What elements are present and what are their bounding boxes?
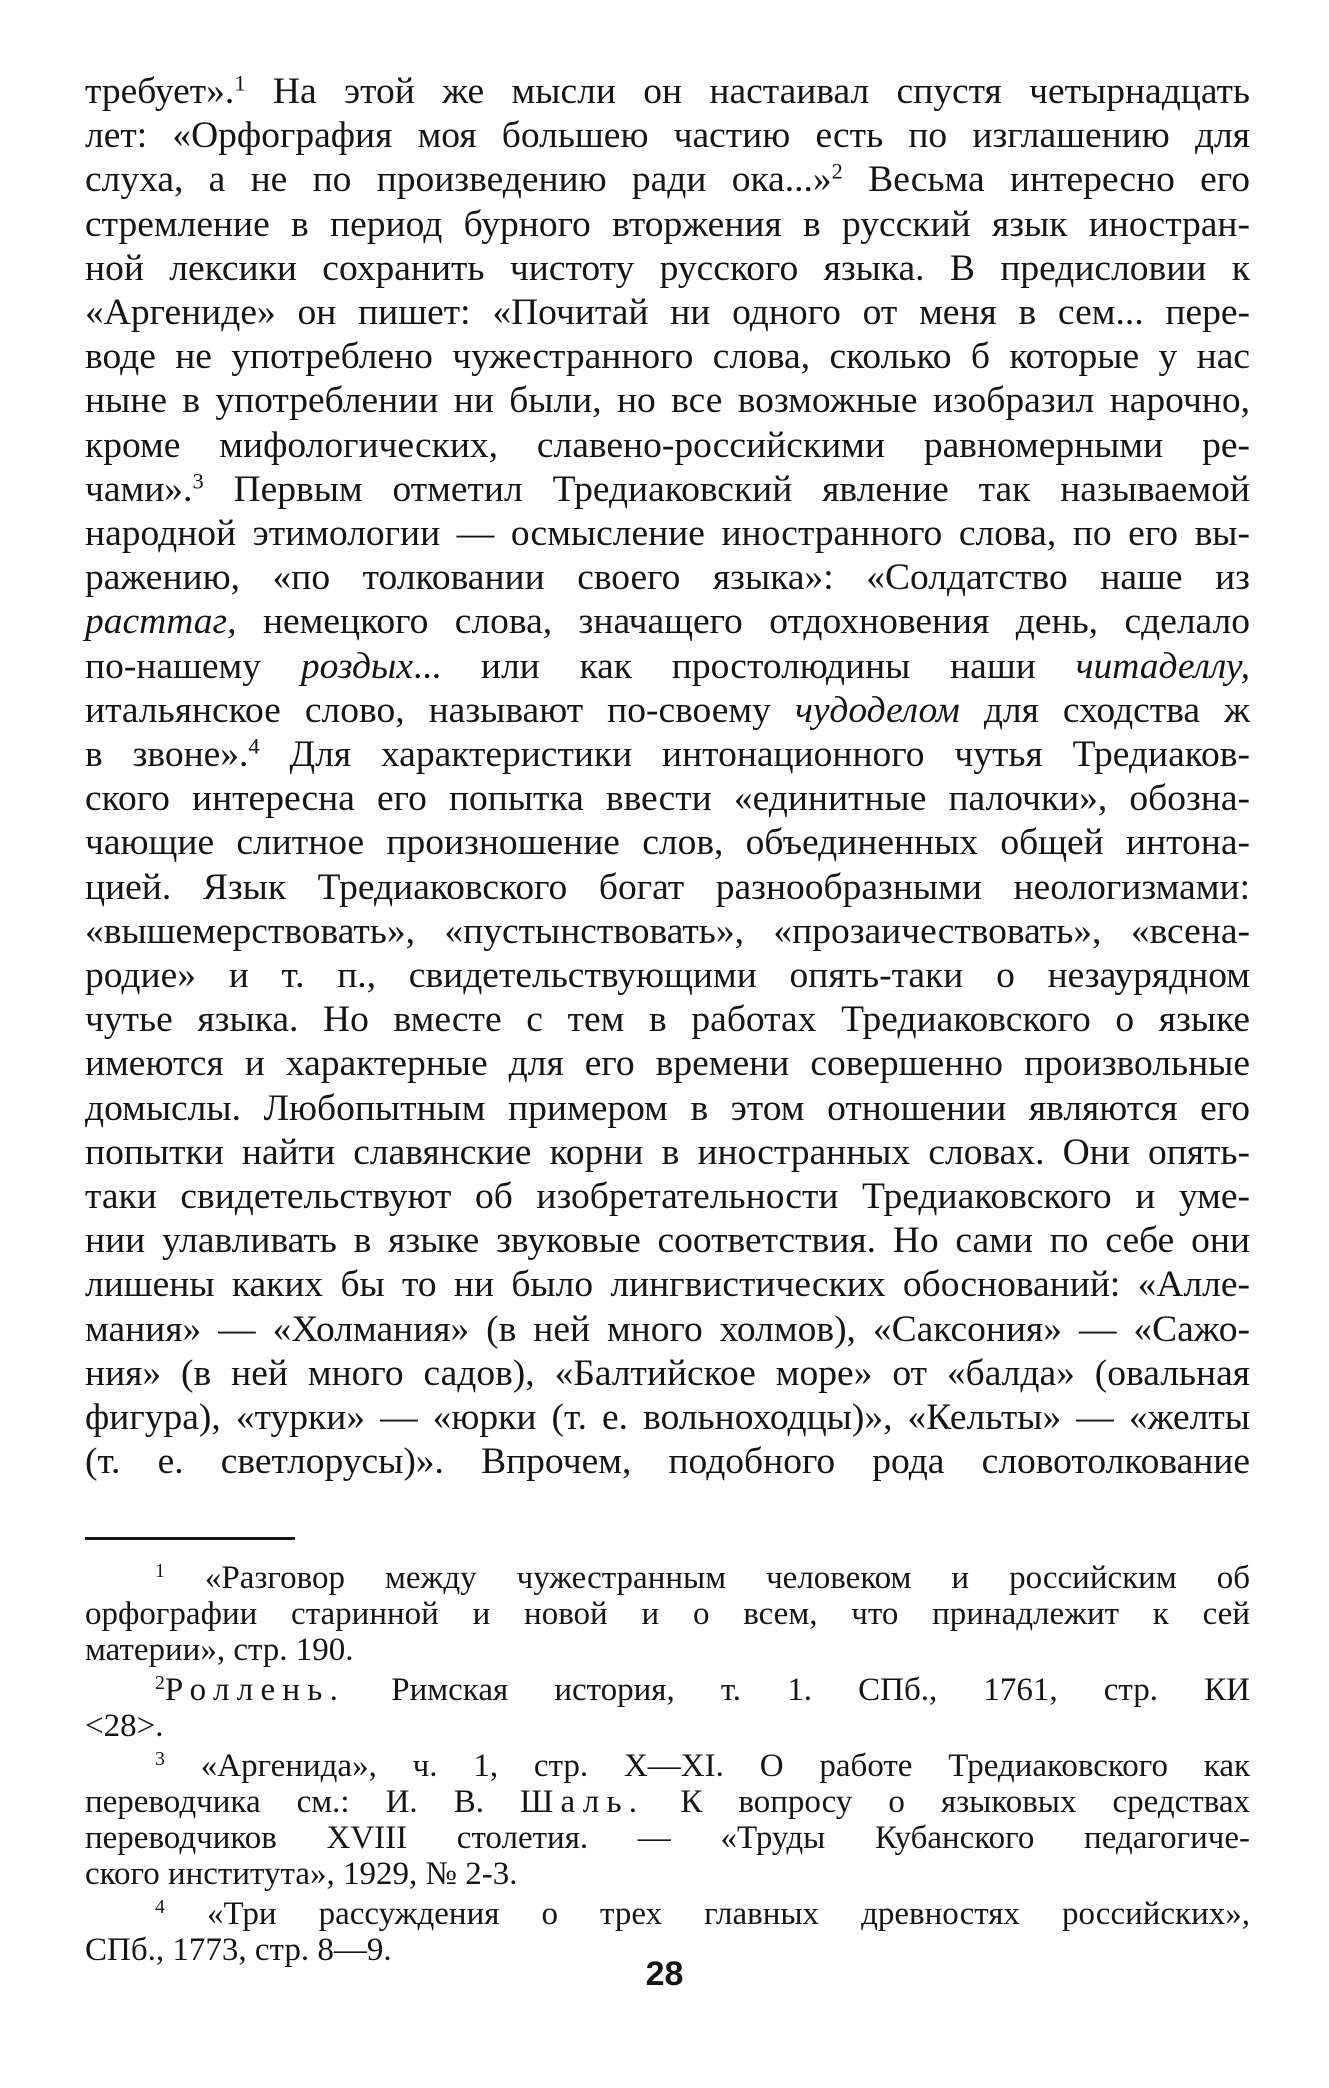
italic-term: расттаг,	[85, 601, 237, 643]
footnote-2	[85, 1672, 1250, 1744]
text-line: стремление в период бурного вторжения в русский язык иностран-	[85, 203, 1250, 245]
main-text	[85, 70, 1250, 1485]
text-line: кроме мифологических, славено-российскими равномерными ре-	[85, 424, 1250, 466]
text-line: чами».$^3$ Первым отметил Тредиаковский явление так называемой	[85, 468, 1250, 510]
text-line: таки свидетельствуют об изобретательности Тредиаковского и уме-	[85, 1176, 1250, 1218]
text-line: итальянское слово, называют по-своему чудоделом для сходства ж	[85, 689, 1251, 731]
author-name: Шаль.	[519, 1784, 645, 1820]
text-line: по-нашему роздых... или как простолюдины наши читаделлу,	[85, 645, 1250, 687]
footnote-line: <28>.	[85, 1708, 164, 1744]
footnote-number: 2	[155, 1672, 165, 1695]
text-line: (т. е. светлорусы)». Впрочем, подобного рода словотолкование	[85, 1441, 1250, 1483]
footnote-line: $^1$ «Разговор между чужестранным человеком и российским об	[155, 1560, 1251, 1596]
text-line: «Аргениде» он пишет: «Почитай ни одного от меня в сем... пере-	[85, 292, 1250, 334]
text-line: народной этимологии — осмысление иностранного слова, по его вы-	[85, 513, 1250, 555]
footnote-line: переводчика см.: И. В. Шаль. К вопросу о языковых средствах	[85, 1784, 1250, 1820]
footnote-number: 3	[155, 1748, 165, 1771]
text-line: домыслы. Любопытным примером в этом отношении являются его	[85, 1087, 1250, 1129]
text-line: лишены каких бы то ни было лингвистических обоснований: «Алле-	[85, 1264, 1250, 1306]
text-line: родие» и т. п., свидетельствующими опять-таки о незаурядном	[85, 955, 1250, 997]
text-line: нии улавливать в языке звуковые соответствия. Но сами по себе они	[85, 1220, 1250, 1262]
footnote-1	[85, 1560, 1250, 1668]
footnote-number: 4	[155, 1896, 165, 1919]
footnote-line: ского института», 1929, № 2-3.	[85, 1856, 518, 1892]
footnote-line: $^4$ «Три рассуждения о трех главных древностях российских»,	[155, 1896, 1251, 1932]
text-line: воде не употреблено чужестранного слова, сколько б которые у нас	[85, 336, 1250, 378]
footnotes	[85, 1560, 1250, 1972]
text-line: ныне в употреблении ни были, но все возможные изобразил нарочно,	[85, 380, 1250, 422]
text-line: фигура), «турки» — «юрки (т. е. вольноходцы)», «Кельты» — «желты	[85, 1397, 1250, 1439]
footnote-line: СПб., 1773, стр. 8—9.	[85, 1932, 392, 1968]
text-line: ной лексики сохранить чистоту русского языка. В предисловии к	[85, 247, 1250, 289]
text-line: цией. Язык Тредиаковского богат разнообразными неологизмами:	[85, 866, 1250, 908]
text-line: попытки найти славянские корни в иностранных словах. Они опять-	[85, 1131, 1250, 1173]
footnote-number: 1	[155, 1560, 165, 1583]
author-name: Роллень.	[164, 1672, 346, 1708]
text-line: требует».$^1$ На этой же мысли он настаивал спустя четырнадцать	[85, 70, 1250, 112]
page-number: 28	[645, 1955, 684, 1993]
footnote-line: орфографии старинной и новой и о всем, что принадлежит к сей	[85, 1596, 1250, 1632]
footnote-line: переводчиков XVIII столетия. — «Труды Кубанского педагогиче-	[85, 1820, 1250, 1856]
text-line: в звоне».$^4$ Для характеристики интонационного чутья Тредиаков-	[85, 733, 1250, 776]
footnote-ref[interactable]: 2	[831, 159, 843, 185]
text-line: чающие слитное произношение слов, объединенных общей интона-	[85, 822, 1250, 864]
text-line: мания» — «Холмания» (в ней много холмов), «Саксония» — «Сажо-	[85, 1308, 1250, 1350]
footnote-line: $^3$ «Аргенида», ч. 1, стр. X—XI. О работе Тредиаковского как	[155, 1748, 1251, 1784]
text-line: чутье языка. Но вместе с тем в работах Тредиаковского о языке	[85, 999, 1250, 1041]
italic-term: читаделлу,	[1075, 645, 1250, 687]
text-line: лет: «Орфография моя большею частию есть по изглашению для	[85, 115, 1250, 157]
text-line: слуха, а не по произведению ради ока...»$^2$ Весьма интересно его	[85, 159, 1250, 201]
italic-term: чудоделом	[794, 689, 960, 731]
footnote-ref[interactable]: 1	[234, 70, 246, 96]
text-line: «вышемерствовать», «пустынствовать», «прозаичествовать», «всена-	[85, 910, 1250, 952]
footnote-ref[interactable]: 3	[192, 468, 204, 494]
footnote-line: $^2$Роллень. Римская история, т. 1. СПб., 1761, стр. КИ	[155, 1672, 1250, 1708]
text-line: расттаг, немецкого слова, значащего отдохновения день, сделало	[85, 601, 1250, 643]
text-line: имеются и характерные для его времени совершенно произвольные	[85, 1043, 1250, 1085]
text-line: ского интересна его попытка ввести «единитные палочки», обозна-	[85, 778, 1250, 820]
text-line: ния» (в ней много садов), «Балтийское море» от «балда» (овальная	[85, 1352, 1250, 1394]
text-line: ражению, «по толковании своего языка»: «Солдатство наше из	[85, 557, 1250, 599]
footnote-3	[85, 1748, 1250, 1892]
footnote-separator	[85, 1537, 295, 1540]
document-page	[85, 70, 1250, 1485]
italic-term: роздых	[300, 645, 413, 687]
footnote-ref[interactable]: 4	[248, 733, 260, 759]
footnote-line: материи», стр. 190.	[85, 1632, 354, 1668]
